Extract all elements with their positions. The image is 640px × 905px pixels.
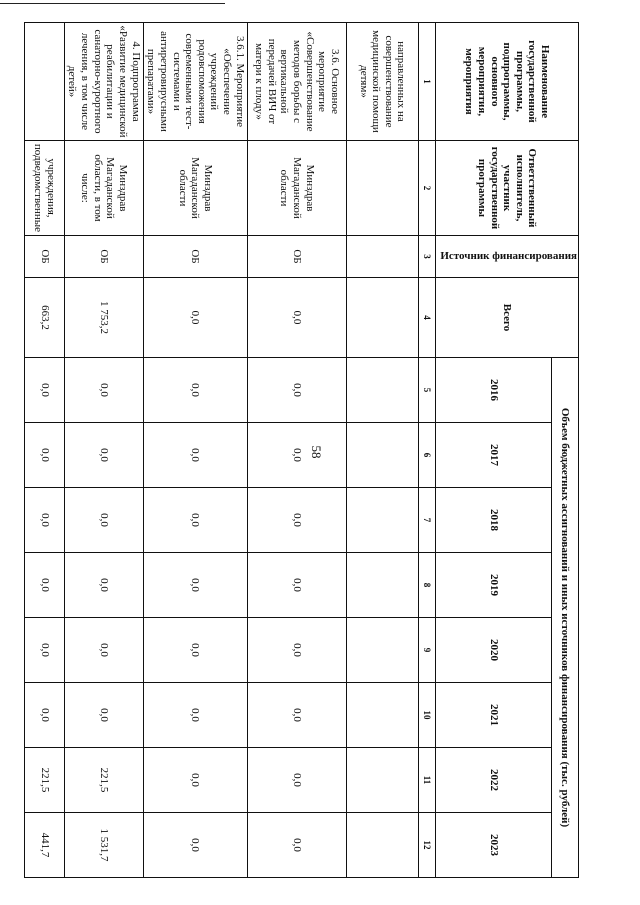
- row-source: ОБ: [24, 236, 64, 278]
- header-year: 2019: [435, 553, 552, 618]
- table-row: [143, 23, 247, 878]
- row-value: 0,0: [247, 553, 346, 618]
- row-value: 0,0: [24, 618, 64, 683]
- column-number: 11: [418, 748, 435, 813]
- row-source: ОБ: [247, 236, 346, 278]
- row-value: [346, 683, 418, 748]
- funding-table: [24, 22, 579, 878]
- row-name: 3.6. Основное мероприятие «Совершенствование методов борьбы с вертикальной передачей ВИЧ от матери к плоду»: [247, 23, 346, 141]
- header-year: 2022: [435, 748, 552, 813]
- row-value: 221,5: [64, 748, 143, 813]
- row-value: 0,0: [64, 488, 143, 553]
- row-value: 0,0: [64, 423, 143, 488]
- row-value: 1 531,7: [64, 813, 143, 878]
- row-value: 0,0: [24, 488, 64, 553]
- row-executor: Минздрав Магаданской области: [247, 141, 346, 236]
- column-number-row: [418, 23, 435, 878]
- row-value: 0,0: [64, 358, 143, 423]
- header-year: 2020: [435, 618, 552, 683]
- row-value: 0,0: [143, 488, 247, 553]
- row-total: [346, 278, 418, 358]
- header-executor: Ответственный исполнитель, участник государственной программы: [435, 141, 578, 236]
- row-value: 0,0: [143, 553, 247, 618]
- row-value: 0,0: [64, 683, 143, 748]
- column-number: 6: [418, 423, 435, 488]
- header-row-1: [552, 23, 579, 878]
- row-value: [346, 553, 418, 618]
- row-value: 441,7: [24, 813, 64, 878]
- row-value: [346, 618, 418, 683]
- header-year: 2017: [435, 423, 552, 488]
- row-value: 0,0: [24, 358, 64, 423]
- header-year: 2023: [435, 813, 552, 878]
- column-number: 5: [418, 358, 435, 423]
- row-value: 0,0: [247, 748, 346, 813]
- row-value: 0,0: [24, 683, 64, 748]
- header-total: Всего: [435, 278, 578, 358]
- table-row: [346, 23, 418, 878]
- column-number: 12: [418, 813, 435, 878]
- row-value: 0,0: [247, 618, 346, 683]
- table-row: [64, 23, 143, 878]
- row-name: 3.6.1. Мероприятие «Обеспечение учреждений родовспоможения современными тест-системами и антиретровирусными препаратами»: [143, 23, 247, 141]
- row-value: 0,0: [247, 813, 346, 878]
- row-value: 0,0: [143, 813, 247, 878]
- header-name: Наименование государственной программы, подпрограммы, основного мероприятия, мероприятия: [435, 23, 578, 141]
- row-total: 663,2: [24, 278, 64, 358]
- column-number: 2: [418, 141, 435, 236]
- row-value: 0,0: [64, 618, 143, 683]
- column-number: 1: [418, 23, 435, 141]
- row-value: [346, 358, 418, 423]
- row-value: 0,0: [64, 553, 143, 618]
- column-number: 3: [418, 236, 435, 278]
- row-name: направленных на совершенствование медицинской помощи детям»: [346, 23, 418, 141]
- column-number: 10: [418, 683, 435, 748]
- column-number: 7: [418, 488, 435, 553]
- header-year: 2016: [435, 358, 552, 423]
- row-value: 0,0: [143, 683, 247, 748]
- rotated-table-wrapper: [32, 22, 579, 877]
- column-number: 4: [418, 278, 435, 358]
- top-rule: [0, 3, 225, 4]
- row-source: [346, 236, 418, 278]
- row-value: 0,0: [143, 423, 247, 488]
- row-value: 221,5: [24, 748, 64, 813]
- row-name: [24, 23, 64, 141]
- row-value: [346, 488, 418, 553]
- row-value: 0,0: [143, 358, 247, 423]
- column-number: 9: [418, 618, 435, 683]
- row-value: [346, 748, 418, 813]
- header-funding-title: Объем бюджетных ассигнований и иных источников финансирования (тыс. рублей): [552, 358, 579, 878]
- header-year: 2018: [435, 488, 552, 553]
- row-executor: [346, 141, 418, 236]
- row-source: ОБ: [64, 236, 143, 278]
- row-executor: Минздрав Магаданской области: [143, 141, 247, 236]
- column-number: 8: [418, 553, 435, 618]
- row-value: 0,0: [24, 553, 64, 618]
- row-value: 0,0: [247, 683, 346, 748]
- row-value: 0,0: [247, 358, 346, 423]
- row-value: 0,0: [247, 488, 346, 553]
- row-total: 0,0: [143, 278, 247, 358]
- row-source: ОБ: [143, 236, 247, 278]
- row-value: [346, 813, 418, 878]
- row-total: 0,0: [247, 278, 346, 358]
- row-executor: Минздрав Магаданской области, в том числе:: [64, 141, 143, 236]
- row-value: [346, 423, 418, 488]
- page-number: 58: [309, 445, 324, 459]
- header-source: Источник финансирования: [435, 236, 578, 278]
- row-name: 4. Подпрограмма «Развитие медицинской реабилитации и санаторно-курортного лечения, в том числе детей»: [64, 23, 143, 141]
- table-row: [247, 23, 346, 878]
- row-value: 0,0: [143, 748, 247, 813]
- row-value: 0,0: [143, 618, 247, 683]
- row-executor: учреждения, подведомственные: [24, 141, 64, 236]
- header-year: 2021: [435, 683, 552, 748]
- row-total: 1 753,2: [64, 278, 143, 358]
- row-value: 0,0: [247, 423, 346, 488]
- row-value: 0,0: [24, 423, 64, 488]
- table-row: [24, 23, 64, 878]
